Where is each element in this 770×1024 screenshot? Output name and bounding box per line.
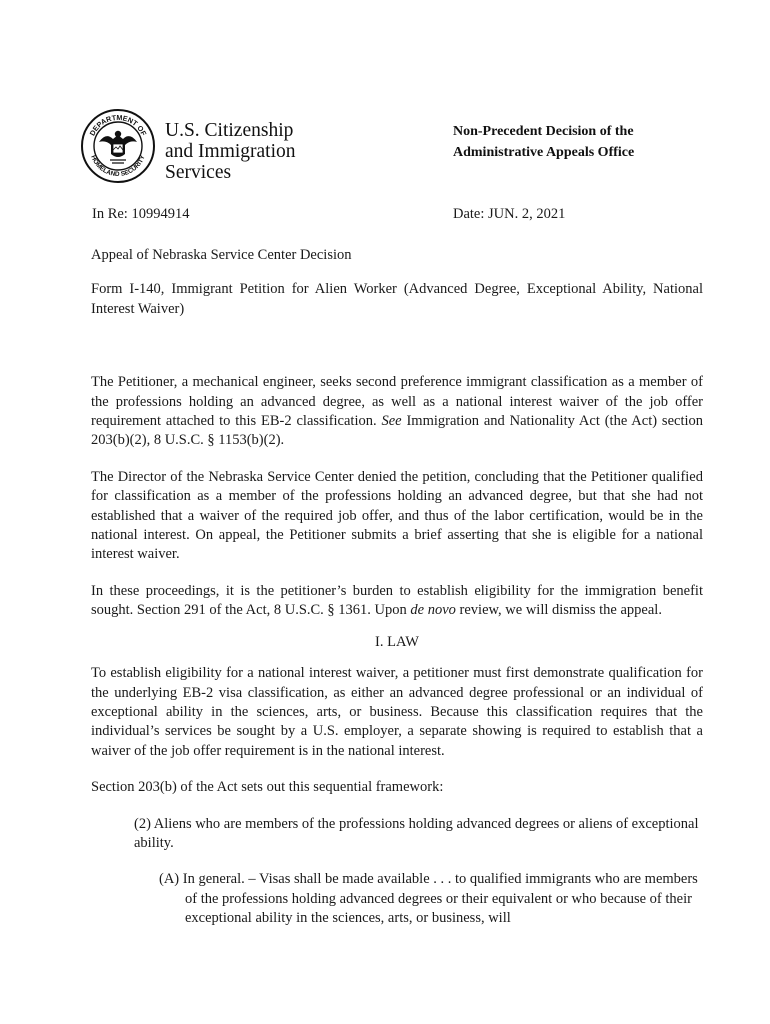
decision-type-line-1: Non-Precedent Decision of the	[453, 124, 634, 139]
paragraph-burden-text: In these proceedings, it is the petitioner’s burden to establish eligibility for the immigration benefit sought. Section 291 of the Act, 8 U.S.C. § 1361. Upon	[91, 582, 703, 619]
de-novo-term: de novo	[410, 602, 456, 619]
paragraph-burden-end: review, we will dismiss the appeal.	[455, 602, 662, 619]
paragraph-framework: Section 203(b) of the Act sets out this sequential framework:	[91, 779, 444, 796]
agency-name	[165, 120, 296, 183]
agency-line-3: Services	[165, 162, 232, 183]
paragraph-director: The Director of the Nebraska Service Center denied the petition, concluding that the Petitioner qualified for classification as a member of the professions holding an advanced degree, but that she had not established that a waiver of the required job offer, and thus of the labor certification, would be in the national interest. On appeal, the Petitioner submits a brief asserting that she is eligible for a national interest waiver.	[91, 468, 703, 563]
appeal-line: Appeal of Nebraska Service Center Decision	[91, 247, 352, 263]
seal-text-top: DEPARTMENT OF	[87, 112, 149, 138]
form-line: Form I-140, Immigrant Petition for Alien Worker (Advanced Degree, Exceptional Ability, National Interest Waiver)	[91, 281, 703, 317]
citation-see: See	[381, 413, 402, 430]
paragraph-burden	[91, 582, 703, 621]
decision-date: Date: JUN. 2, 2021	[453, 206, 566, 222]
agency-line-1: U.S. Citizenship	[165, 120, 294, 141]
paragraph-eligibility: To establish eligibility for a national interest waiver, a petitioner must first demonstrate qualification for the underlying EB-2 visa classification, as either an advanced degree professional or an individual of exceptional ability in the sciences, arts, or business. Because this classification requires that the individual’s services be sought by a U.S. employer, a separate showing is required to establish that a waiver of the job offer requirement is in the national interest.	[91, 665, 703, 759]
decision-type-line-2: Administrative Appeals Office	[453, 145, 635, 160]
paragraph-petitioner	[91, 373, 703, 451]
decision-body	[91, 246, 703, 929]
seal-text-bottom: HOMELAND SECURITY	[89, 154, 147, 179]
in-re-number: In Re: 10994914	[92, 206, 190, 222]
section-heading-law: I. LAW	[375, 633, 419, 650]
decision-type	[453, 121, 634, 163]
statute-quote-2: (2) Aliens who are members of the professions holding advanced degrees or aliens of exceptional ability.	[134, 815, 699, 851]
paragraph-petitioner-citation: Immigration and Nationality Act (the Act) section 203(b)(2), 8 U.S.C. § 1153(b)(2).	[91, 413, 704, 449]
agency-line-2: and Immigration	[165, 141, 296, 162]
statute-quote-2a: (A) In general. – Visas shall be made available . . . to qualified immigrants who are members of the professions holding advanced degrees or their equivalent or who because of their exceptional ability in the sciences, arts, or business, will	[159, 871, 698, 927]
paragraph-petitioner-text: The Petitioner, a mechanical engineer, seeks second preference immigrant classification as a member of the professions holding an advanced degree, as well as a national interest waiver of the job offer requirement attached to this EB-2 classification.	[91, 374, 703, 430]
dhs-seal-icon	[80, 108, 156, 184]
